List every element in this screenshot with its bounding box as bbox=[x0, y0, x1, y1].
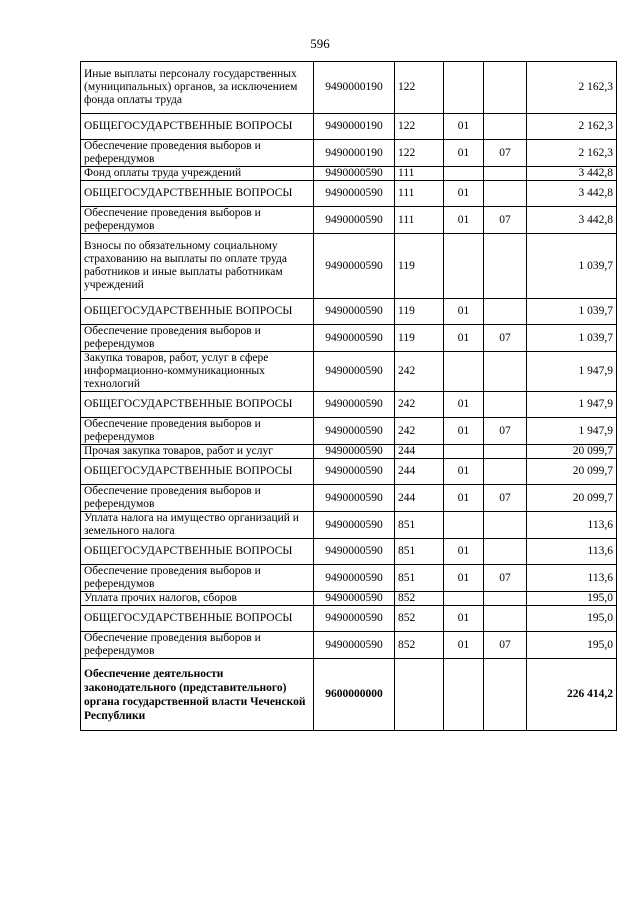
table-row bbox=[81, 592, 617, 606]
expense-type-cell: 111 bbox=[395, 167, 444, 181]
subsection-cell bbox=[484, 62, 527, 114]
subsection-cell bbox=[484, 392, 527, 418]
page-number: 596 bbox=[310, 36, 330, 51]
section-cell: 01 bbox=[444, 392, 484, 418]
subsection-cell bbox=[484, 659, 527, 731]
target-article-code-cell: 9490000590 bbox=[314, 392, 395, 418]
section-cell: 01 bbox=[444, 140, 484, 167]
expense-type-cell: 111 bbox=[395, 181, 444, 207]
amount-cell: 113,6 bbox=[527, 512, 617, 539]
amount-cell: 195,0 bbox=[527, 632, 617, 659]
table-row bbox=[81, 140, 617, 167]
expense-name-cell: ОБЩЕГОСУДАРСТВЕННЫЕ ВОПРОСЫ bbox=[81, 392, 314, 418]
target-article-code-cell: 9490000590 bbox=[314, 234, 395, 299]
expense-type-cell: 111 bbox=[395, 207, 444, 234]
target-article-code-cell: 9490000590 bbox=[314, 512, 395, 539]
amount-cell: 195,0 bbox=[527, 592, 617, 606]
expense-type-cell: 119 bbox=[395, 325, 444, 352]
expense-name-cell: Обеспечение проведения выборов и референдумов bbox=[81, 418, 314, 445]
subsection-cell: 07 bbox=[484, 140, 527, 167]
subsection-cell bbox=[484, 539, 527, 565]
section-cell bbox=[444, 62, 484, 114]
target-article-code-cell: 9490000590 bbox=[314, 632, 395, 659]
target-article-code-cell: 9490000590 bbox=[314, 418, 395, 445]
expense-name-cell: ОБЩЕГОСУДАРСТВЕННЫЕ ВОПРОСЫ bbox=[81, 606, 314, 632]
amount-cell: 2 162,3 bbox=[527, 62, 617, 114]
expense-type-cell: 852 bbox=[395, 606, 444, 632]
amount-cell: 1 039,7 bbox=[527, 325, 617, 352]
subsection-cell: 07 bbox=[484, 485, 527, 512]
expense-type-cell: 242 bbox=[395, 392, 444, 418]
subsection-cell bbox=[484, 114, 527, 140]
amount-cell: 113,6 bbox=[527, 565, 617, 592]
expense-name-cell: ОБЩЕГОСУДАРСТВЕННЫЕ ВОПРОСЫ bbox=[81, 459, 314, 485]
section-cell: 01 bbox=[444, 459, 484, 485]
section-cell: 01 bbox=[444, 418, 484, 445]
table-row bbox=[81, 539, 617, 565]
amount-cell: 3 442,8 bbox=[527, 207, 617, 234]
section-cell: 01 bbox=[444, 485, 484, 512]
expense-name-cell: Взносы по обязательному социальному страхованию на выплаты по оплате труда работников и иные выплаты работникам учреждений bbox=[81, 234, 314, 299]
table-row bbox=[81, 512, 617, 539]
target-article-code-cell: 9490000590 bbox=[314, 459, 395, 485]
section-cell: 01 bbox=[444, 207, 484, 234]
amount-cell: 1 039,7 bbox=[527, 234, 617, 299]
subsection-cell bbox=[484, 459, 527, 485]
expense-type-cell: 851 bbox=[395, 539, 444, 565]
expense-name-cell: ОБЩЕГОСУДАРСТВЕННЫЕ ВОПРОСЫ bbox=[81, 299, 314, 325]
expense-type-cell: 119 bbox=[395, 299, 444, 325]
amount-cell: 20 099,7 bbox=[527, 459, 617, 485]
subsection-cell bbox=[484, 234, 527, 299]
subsection-cell: 07 bbox=[484, 418, 527, 445]
budget-table-body bbox=[81, 62, 617, 731]
table-row bbox=[81, 659, 617, 731]
target-article-code-cell: 9490000590 bbox=[314, 325, 395, 352]
table-row bbox=[81, 565, 617, 592]
expense-type-cell: 851 bbox=[395, 565, 444, 592]
expense-name-cell: Фонд оплаты труда учреждений bbox=[81, 167, 314, 181]
expense-name-cell: Обеспечение проведения выборов и референдумов bbox=[81, 485, 314, 512]
expense-name-cell: Закупка товаров, работ, услуг в сфере информационно-коммуникационных технологий bbox=[81, 352, 314, 392]
expense-name-cell: Уплата прочих налогов, сборов bbox=[81, 592, 314, 606]
section-cell: 01 bbox=[444, 114, 484, 140]
target-article-code-cell: 9490000590 bbox=[314, 565, 395, 592]
expense-name-cell: Обеспечение проведения выборов и референдумов bbox=[81, 325, 314, 352]
table-row bbox=[81, 299, 617, 325]
expense-type-cell: 122 bbox=[395, 114, 444, 140]
amount-cell: 2 162,3 bbox=[527, 114, 617, 140]
expense-type-cell: 244 bbox=[395, 485, 444, 512]
table-row bbox=[81, 392, 617, 418]
amount-cell: 1 947,9 bbox=[527, 392, 617, 418]
expense-name-cell: ОБЩЕГОСУДАРСТВЕННЫЕ ВОПРОСЫ bbox=[81, 539, 314, 565]
expense-name-cell: Обеспечение проведения выборов и референдумов bbox=[81, 632, 314, 659]
section-cell bbox=[444, 234, 484, 299]
expense-type-cell: 851 bbox=[395, 512, 444, 539]
expense-name-cell: Обеспечение деятельности законодательного (представительного) органа государственной власти Чеченской Республики bbox=[81, 659, 314, 731]
target-article-code-cell: 9490000190 bbox=[314, 140, 395, 167]
expense-name-cell: Обеспечение проведения выборов и референдумов bbox=[81, 207, 314, 234]
subsection-cell: 07 bbox=[484, 565, 527, 592]
target-article-code-cell: 9490000590 bbox=[314, 167, 395, 181]
amount-cell: 113,6 bbox=[527, 539, 617, 565]
section-cell: 01 bbox=[444, 565, 484, 592]
expense-name-cell: Иные выплаты персоналу государственных (муниципальных) органов, за исключением фонда оплаты труда bbox=[81, 62, 314, 114]
table-row bbox=[81, 632, 617, 659]
subsection-cell bbox=[484, 445, 527, 459]
subsection-cell: 07 bbox=[484, 632, 527, 659]
subsection-cell bbox=[484, 167, 527, 181]
section-cell: 01 bbox=[444, 539, 484, 565]
table-row bbox=[81, 445, 617, 459]
amount-cell: 20 099,7 bbox=[527, 485, 617, 512]
table-row bbox=[81, 234, 617, 299]
section-cell bbox=[444, 512, 484, 539]
expense-name-cell: Уплата налога на имущество организаций и земельного налога bbox=[81, 512, 314, 539]
amount-cell: 3 442,8 bbox=[527, 181, 617, 207]
target-article-code-cell: 9490000590 bbox=[314, 299, 395, 325]
target-article-code-cell: 9490000190 bbox=[314, 114, 395, 140]
target-article-code-cell: 9490000590 bbox=[314, 207, 395, 234]
table-row bbox=[81, 181, 617, 207]
table-row bbox=[81, 606, 617, 632]
expense-type-cell: 122 bbox=[395, 140, 444, 167]
expense-name-cell: ОБЩЕГОСУДАРСТВЕННЫЕ ВОПРОСЫ bbox=[81, 114, 314, 140]
amount-cell: 1 039,7 bbox=[527, 299, 617, 325]
expense-type-cell: 242 bbox=[395, 418, 444, 445]
table-row bbox=[81, 485, 617, 512]
target-article-code-cell: 9490000590 bbox=[314, 592, 395, 606]
target-article-code-cell: 9490000590 bbox=[314, 485, 395, 512]
table-row bbox=[81, 167, 617, 181]
section-cell: 01 bbox=[444, 181, 484, 207]
section-cell bbox=[444, 167, 484, 181]
amount-cell: 3 442,8 bbox=[527, 167, 617, 181]
section-cell: 01 bbox=[444, 299, 484, 325]
table-row bbox=[81, 62, 617, 114]
amount-cell: 1 947,9 bbox=[527, 352, 617, 392]
table-row bbox=[81, 114, 617, 140]
budget-table bbox=[80, 61, 617, 731]
subsection-cell bbox=[484, 606, 527, 632]
expense-type-cell: 119 bbox=[395, 234, 444, 299]
section-cell bbox=[444, 352, 484, 392]
expense-type-cell bbox=[395, 659, 444, 731]
section-cell bbox=[444, 659, 484, 731]
amount-cell: 2 162,3 bbox=[527, 140, 617, 167]
target-article-code-cell: 9490000590 bbox=[314, 181, 395, 207]
expense-name-cell: ОБЩЕГОСУДАРСТВЕННЫЕ ВОПРОСЫ bbox=[81, 181, 314, 207]
subsection-cell: 07 bbox=[484, 207, 527, 234]
expense-name-cell: Прочая закупка товаров, работ и услуг bbox=[81, 445, 314, 459]
expense-type-cell: 244 bbox=[395, 445, 444, 459]
subsection-cell bbox=[484, 512, 527, 539]
target-article-code-cell: 9490000590 bbox=[314, 606, 395, 632]
amount-cell: 195,0 bbox=[527, 606, 617, 632]
target-article-code-cell: 9600000000 bbox=[314, 659, 395, 731]
expense-type-cell: 852 bbox=[395, 632, 444, 659]
table-row bbox=[81, 325, 617, 352]
table-row bbox=[81, 352, 617, 392]
amount-cell: 226 414,2 bbox=[527, 659, 617, 731]
expense-type-cell: 242 bbox=[395, 352, 444, 392]
subsection-cell bbox=[484, 352, 527, 392]
target-article-code-cell: 9490000590 bbox=[314, 539, 395, 565]
target-article-code-cell: 9490000190 bbox=[314, 62, 395, 114]
table-row bbox=[81, 459, 617, 485]
target-article-code-cell: 9490000590 bbox=[314, 445, 395, 459]
table-row bbox=[81, 207, 617, 234]
target-article-code-cell: 9490000590 bbox=[314, 352, 395, 392]
subsection-cell: 07 bbox=[484, 325, 527, 352]
amount-cell: 1 947,9 bbox=[527, 418, 617, 445]
expense-name-cell: Обеспечение проведения выборов и референдумов bbox=[81, 565, 314, 592]
subsection-cell bbox=[484, 299, 527, 325]
section-cell bbox=[444, 592, 484, 606]
subsection-cell bbox=[484, 592, 527, 606]
section-cell: 01 bbox=[444, 606, 484, 632]
expense-type-cell: 244 bbox=[395, 459, 444, 485]
expense-name-cell: Обеспечение проведения выборов и референдумов bbox=[81, 140, 314, 167]
expense-type-cell: 122 bbox=[395, 62, 444, 114]
expense-type-cell: 852 bbox=[395, 592, 444, 606]
table-row bbox=[81, 418, 617, 445]
section-cell: 01 bbox=[444, 325, 484, 352]
section-cell: 01 bbox=[444, 632, 484, 659]
section-cell bbox=[444, 445, 484, 459]
subsection-cell bbox=[484, 181, 527, 207]
amount-cell: 20 099,7 bbox=[527, 445, 617, 459]
